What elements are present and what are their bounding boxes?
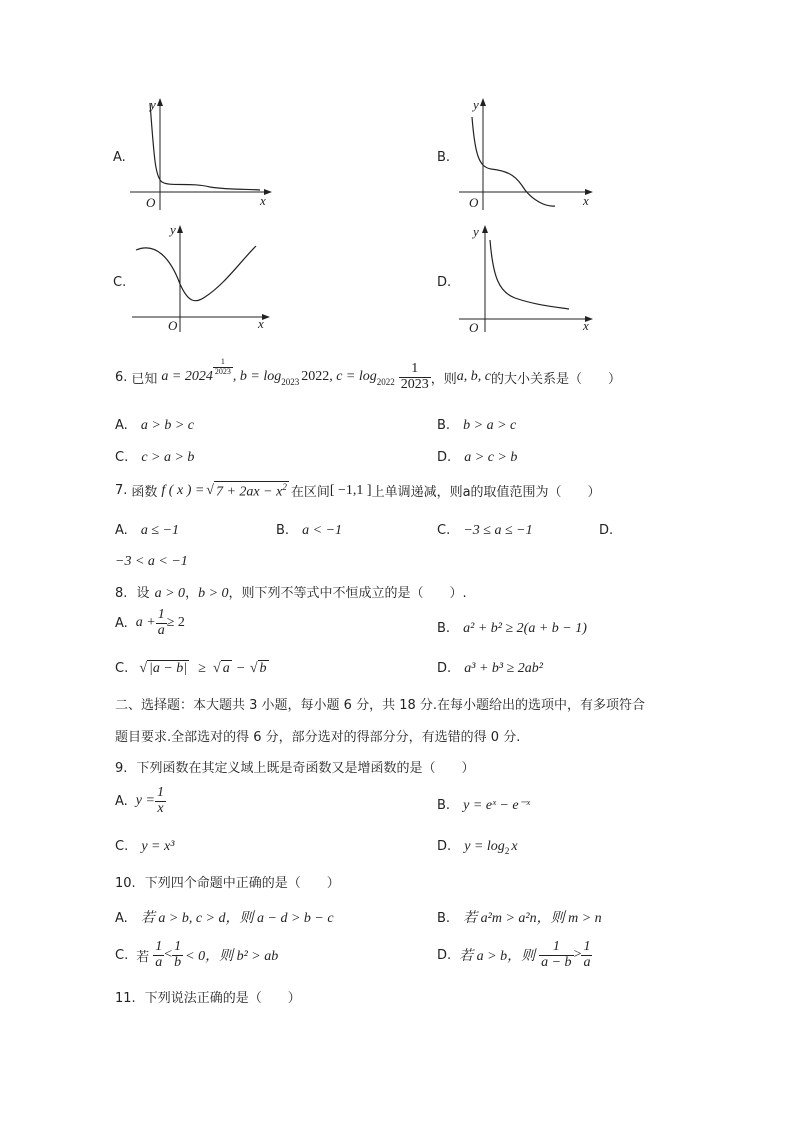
graph-b-label: B. <box>437 150 451 165</box>
q8-option-a[interactable]: A. a + $\frac{1}{a}$ ≥ 2 <box>115 607 185 638</box>
q8-option-a-frac: $\frac{1}{a}$ <box>157 607 165 638</box>
q10-stem: 10. 下列四个命题中正确的是（ ） <box>115 876 340 891</box>
q7-mid: 在区间 <box>290 485 330 501</box>
graph-c-x-label: x <box>258 316 264 331</box>
q7-stem: 7. 函数 f ( x ) = √ $7 + 2ax - x^2$ 在区间 [ −1,1 ] 上单调递减，则a的取值范围为（ ） <box>115 482 601 501</box>
q7-option-b[interactable]: B. a < −1 <box>276 523 343 538</box>
q8-option-c[interactable]: C. √ |a − b| ≥ √ a − √ b <box>115 661 267 676</box>
graph-a-curve <box>150 103 260 190</box>
graph-b-y-label: y <box>473 97 479 112</box>
q8-option-b[interactable]: B. a² + b² ≥ 2(a + b − 1) <box>437 621 587 636</box>
q7-option-d-label[interactable]: D. <box>599 523 614 538</box>
q6-b-expr: , b = log <box>232 369 282 384</box>
graph-b-curve <box>472 117 555 206</box>
graph-b-origin: O <box>469 195 479 210</box>
q6-number: 6. <box>115 369 128 385</box>
graph-d-x-label: x <box>583 318 589 333</box>
q7-end: 上单调递减，则a的取值范围为（ ） <box>371 485 601 501</box>
q9-option-a[interactable]: A. y = $\frac{1}{x}$ <box>115 785 164 816</box>
graph-d-y-label: y <box>473 224 479 239</box>
section2-line1: 二、选择题：本大题共 3 小题，每小题 6 分，共 18 分.在每小题给出的选项中，有多项符合 <box>115 698 646 713</box>
q10-option-b[interactable]: B. 若 a²m > a²n，则 m > n <box>437 911 602 926</box>
q8-stem: 8. 设 a > 0，b > 0，则下列不等式中不恒成立的是（ ）. <box>115 586 467 601</box>
q6-option-d[interactable]: D. a > c > b <box>437 450 518 465</box>
graph-b-x-label: x <box>583 193 589 208</box>
q7-number: 7. <box>115 483 128 499</box>
q6-b-base: 2023 <box>281 377 300 387</box>
graph-c-curve <box>136 246 256 301</box>
q7-lead: 函数 <box>131 485 158 501</box>
q9-option-c[interactable]: C. y = x³ <box>115 839 175 854</box>
graph-a-y-label: y <box>150 97 156 112</box>
q6-c-frac: $\frac{1}{2023}$ <box>400 360 429 392</box>
q7-radicand: $7 + 2ax - x^2$ <box>215 482 287 500</box>
q10-option-d[interactable]: D. 若 a > b，则 $\frac{1}{a - b}$ > $\frac{1}{a}$ <box>437 939 591 970</box>
q9-option-b[interactable]: B. y = eˣ − e⁻ˣ <box>437 798 530 813</box>
q10-option-c[interactable]: C. 若 $\frac{1}{a}$ < $\frac{1}{b}$ < 0，则 b² > ab <box>115 939 279 970</box>
q7-interval: [ −1,1 ] <box>329 482 372 498</box>
q6-c-base: 2022 <box>376 377 395 387</box>
graph-d-origin: O <box>469 320 479 335</box>
q6-tail: ，则 <box>430 371 457 387</box>
graph-a <box>130 95 280 215</box>
graph-a-origin: O <box>146 195 156 210</box>
q6-option-b[interactable]: B. b > a > c <box>437 418 517 433</box>
graph-d <box>455 222 605 342</box>
graph-c-y-label: y <box>170 222 176 237</box>
graph-d-label: D. <box>437 275 452 290</box>
q9-option-d[interactable]: D. $y = \log_2 x$ <box>437 839 518 857</box>
q6-a-expr: a = 2024 <box>161 369 213 384</box>
graph-c-origin: O <box>168 318 178 333</box>
q9-stem: 9. 下列函数在其定义域上既是奇函数又是增函数的是（ ） <box>115 761 475 776</box>
q6-option-c[interactable]: C. c > a > b <box>115 450 195 465</box>
q6-b-arg: 2022 <box>301 369 330 384</box>
graph-a-x-label: x <box>260 193 266 208</box>
graph-d-curve <box>490 240 569 309</box>
q7-option-d-text[interactable]: −3 < a < −1 <box>115 554 188 569</box>
graph-b <box>455 95 605 215</box>
q8-option-d[interactable]: D. a³ + b³ ≥ 2ab² <box>437 661 543 676</box>
q9-option-a-frac: $\frac{1}{x}$ <box>156 785 164 816</box>
q7-option-c[interactable]: C. −3 ≤ a ≤ −1 <box>437 523 533 538</box>
section2-line2: 题目要求.全部选对的得 6 分，部分选对的得部分分，有选错的得 0 分. <box>115 730 521 745</box>
graph-c <box>130 222 280 342</box>
q7-option-a[interactable]: A. a ≤ −1 <box>115 523 180 538</box>
q7-func: f ( x ) = <box>161 482 205 498</box>
q6-lead: 已知 <box>131 371 158 387</box>
q6-stem <box>115 355 621 399</box>
graph-c-label: C. <box>113 275 127 290</box>
q10-option-a[interactable]: A. 若 a > b, c > d，则 a − d > b − c <box>115 911 334 926</box>
q11-stem: 11. 下列说法正确的是（ ） <box>115 991 301 1006</box>
graph-a-label: A. <box>113 150 126 165</box>
q6-vars: a, b, c <box>456 369 492 384</box>
q6-a-exponent: $\frac{1}{2023}$ <box>214 357 231 376</box>
q6-c-expr: , c = log <box>329 369 377 384</box>
q6-option-a[interactable]: A. a > b > c <box>115 418 194 433</box>
q6-end: 的大小关系是（ ） <box>491 371 622 387</box>
